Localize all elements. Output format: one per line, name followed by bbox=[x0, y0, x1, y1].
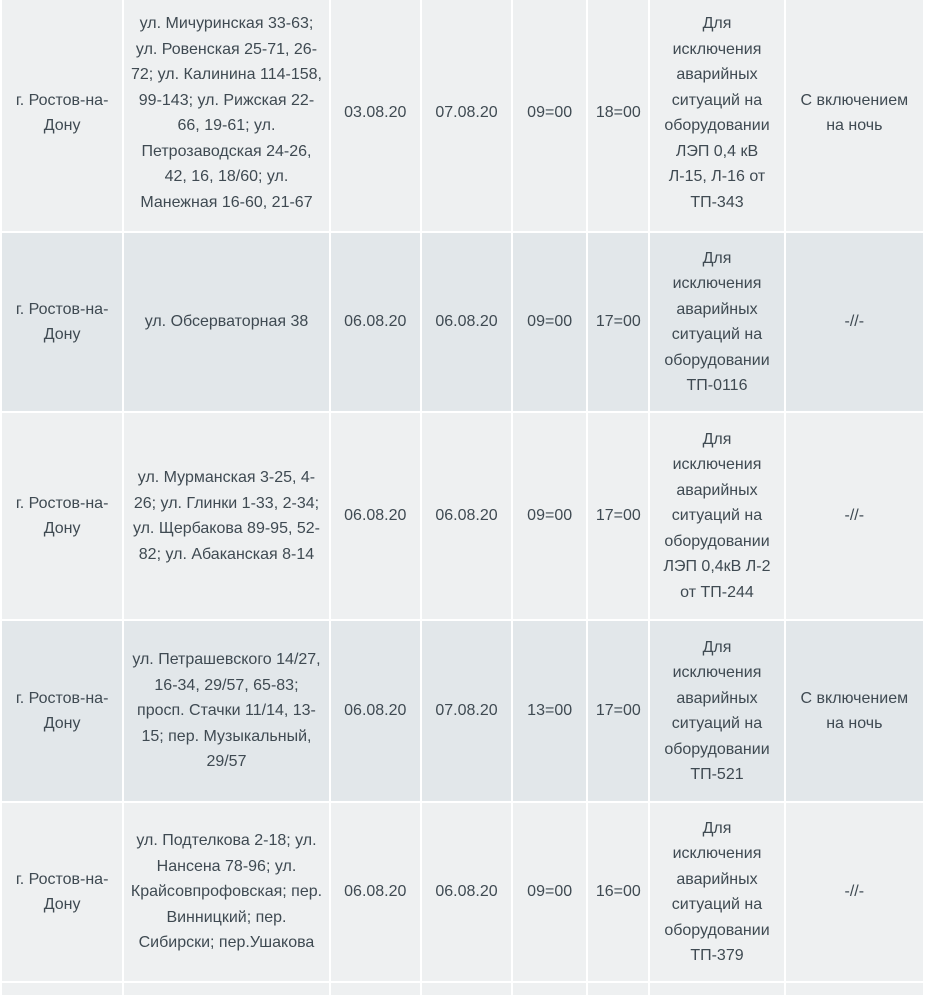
reason-cell: Для исключения аварийных ситуаций на оборудовании ЛЭП 0,4 кВ Л-15, Л-16 от ТП-343 bbox=[650, 0, 783, 231]
end-time-cell: 17=00 bbox=[588, 621, 648, 801]
reason-cell: Для исключения аварийных ситуаций на оборудовании ЛЭП 0,4кВ Л-2 от ТП-244 bbox=[650, 413, 783, 619]
start-time-cell: 09=00 bbox=[513, 0, 586, 231]
start-date-cell: 06.08.20 bbox=[331, 413, 420, 619]
table-row bbox=[2, 413, 923, 619]
city-cell: г. Ростов-на-Дону bbox=[2, 803, 122, 981]
city-cell: г. Ростов-на-Дону bbox=[2, 0, 122, 231]
table-row bbox=[2, 621, 923, 801]
table-row bbox=[2, 233, 923, 411]
end-time-cell: 16=00 bbox=[588, 803, 648, 981]
end-time-cell: 18=00 bbox=[588, 0, 648, 231]
note-cell: С включением на ночь bbox=[786, 621, 923, 801]
start-date-cell: 03.08.20 bbox=[331, 0, 420, 231]
reason-cell: Для исключения аварийных ситуаций на оборудовании ТП-521 bbox=[650, 621, 783, 801]
end-date-cell: 06.08.20 bbox=[422, 413, 511, 619]
table-row bbox=[2, 0, 923, 231]
city-cell: г. Ростов-на-Дону bbox=[2, 233, 122, 411]
start-date-cell: 06.08.20 bbox=[331, 621, 420, 801]
table-row-partial bbox=[2, 983, 923, 995]
address-cell: ул. Мурманская 3-25, 4-26; ул. Глинки 1-33, 2-34; ул. Щербакова 89-95, 52-82; ул. Абаканская 8-14 bbox=[124, 413, 328, 619]
end-time-cell: 17=00 bbox=[588, 233, 648, 411]
city-cell: г. Ростов-на-Дону bbox=[2, 621, 122, 801]
end-time-cell: 17=00 bbox=[588, 413, 648, 619]
end-date-cell: 07.08.20 bbox=[422, 0, 511, 231]
start-date-cell: 06.08.20 bbox=[331, 803, 420, 981]
note-cell: -//- bbox=[786, 413, 923, 619]
note-cell: -//- bbox=[786, 803, 923, 981]
start-time-cell: 09=00 bbox=[513, 803, 586, 981]
start-time-cell: 09=00 bbox=[513, 413, 586, 619]
address-cell: ул. Петрашевского 14/27, 16-34, 29/57, 65-83; просп. Стачки 11/14, 13-15; пер. Музыкальный, 29/57 bbox=[124, 621, 328, 801]
end-date-cell: 06.08.20 bbox=[422, 233, 511, 411]
reason-cell: Для исключения аварийных ситуаций на оборудовании ТП-0116 bbox=[650, 233, 783, 411]
address-cell: ул. Обсерваторная 38 bbox=[124, 233, 328, 411]
start-time-cell: 09=00 bbox=[513, 233, 586, 411]
reason-cell: Для исключения аварийных ситуаций на оборудовании ТП-379 bbox=[650, 803, 783, 981]
end-date-cell: 07.08.20 bbox=[422, 621, 511, 801]
start-time-cell: 13=00 bbox=[513, 621, 586, 801]
address-cell: ул. Мичуринская 33-63; ул. Ровенская 25-71, 26-72; ул. Калинина 114-158, 99-143; ул. Рижская 22-66, 19-61; ул. Петрозаводская 24-26, 42, 16, 18/60; ул. Манежная 16-60, 21-67 bbox=[124, 0, 328, 231]
note-cell: С включением на ночь bbox=[786, 0, 923, 231]
city-cell: г. Ростов-на-Дону bbox=[2, 413, 122, 619]
end-date-cell: 06.08.20 bbox=[422, 803, 511, 981]
note-cell: -//- bbox=[786, 233, 923, 411]
address-cell: ул. Подтелкова 2-18; ул. Нансена 78-96; ул. Крайсовпрофовская; пер. Винницкий; пер. Сибирски; пер.Ушакова bbox=[124, 803, 328, 981]
table-row bbox=[2, 803, 923, 981]
start-date-cell: 06.08.20 bbox=[331, 233, 420, 411]
